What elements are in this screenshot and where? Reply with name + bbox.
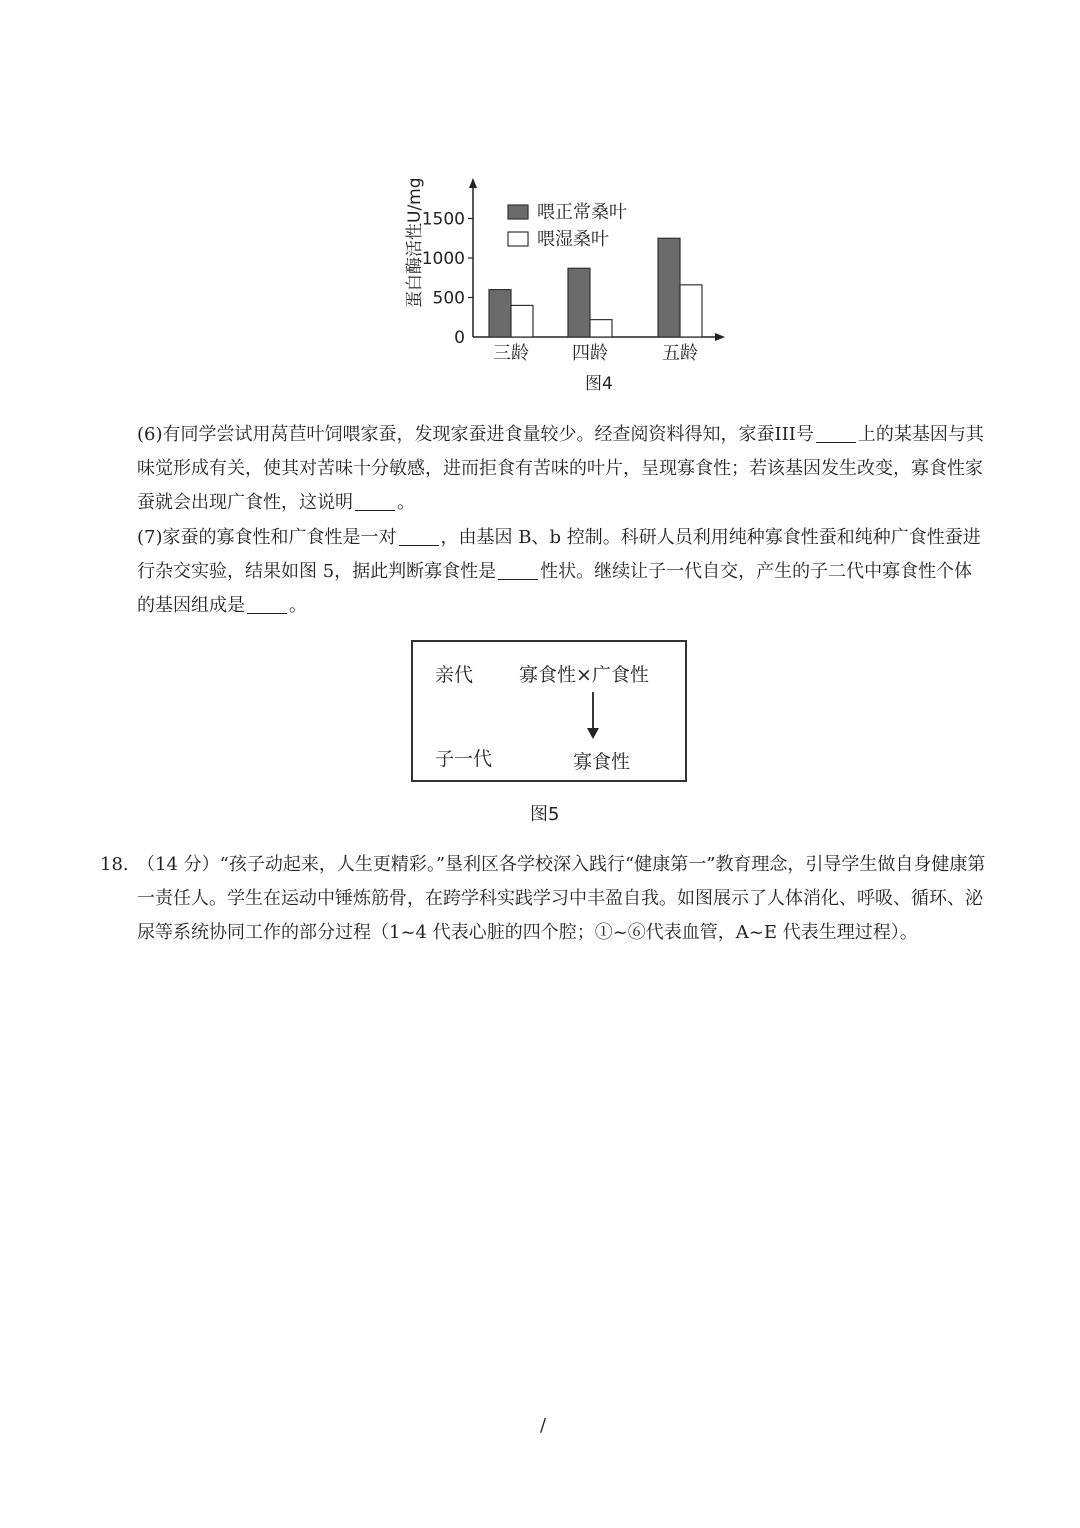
legend-swatch-wet xyxy=(508,232,528,246)
page-number: / xyxy=(540,1415,547,1436)
legend-label-normal: 喂正常桑叶 xyxy=(537,202,627,223)
q7-text-2: ，由基因 B、b 控制。科研人员利用纯种寡食性蚕和纯种广食性蚕进行杂交实验，结果如图 5，据此判断寡食性是 xyxy=(137,527,981,582)
chart-y-axis-label: 蛋白酶活性U/mg xyxy=(405,177,425,308)
q6-text-2: 上的某基因与其味觉形成有关，使其对苦味十分敏感，进而拒食有苦味的叶片，呈现寡食性；若该基因发生改变，寡食性家蚕就会出现广食性，这说明 xyxy=(137,424,984,513)
answer-blank[interactable] xyxy=(816,424,856,443)
bar-wet-0 xyxy=(511,305,533,337)
chart-y-ticks xyxy=(422,210,473,349)
answer-blank[interactable] xyxy=(355,492,395,511)
y-tick-label: 1500 xyxy=(421,209,465,230)
x-category-label: 三龄 xyxy=(493,343,529,364)
chart-legend xyxy=(508,202,627,250)
bar-normal-1 xyxy=(568,268,590,337)
bar-wet-2 xyxy=(680,285,702,337)
parent-cross-text: 寡食性×广食性 xyxy=(519,664,649,686)
x-category-label: 四龄 xyxy=(572,343,608,364)
q7-text-1: (7)家蚕的寡食性和广食性是一对 xyxy=(137,527,397,548)
question-18-number: 18. xyxy=(100,854,129,875)
q7-text-3: 性状。继续让子一代自交，产生的子二代中寡食性个体的基因组成是 xyxy=(137,561,973,616)
y-tick-label: 500 xyxy=(432,288,465,309)
figure4-bar-chart xyxy=(395,160,740,400)
answer-blank[interactable] xyxy=(498,561,538,580)
bar-normal-2 xyxy=(658,238,680,337)
chart-x-categories xyxy=(493,343,698,364)
chart-bars xyxy=(489,238,702,337)
question-7 xyxy=(137,521,987,623)
down-arrow-icon xyxy=(585,692,601,740)
bar-normal-0 xyxy=(489,290,511,337)
q6-text-3: 。 xyxy=(397,492,415,513)
q6-text-1: (6)有同学尝试用莴苣叶饲喂家蚕，发现家蚕进食量较少。经查阅资料得知，家蚕III号 xyxy=(137,424,814,445)
f1-generation-label: 子一代 xyxy=(435,748,493,770)
bar-wet-1 xyxy=(590,320,612,337)
y-tick-label: 0 xyxy=(454,328,465,348)
answer-blank[interactable] xyxy=(399,527,439,546)
legend-label-wet: 喂湿桑叶 xyxy=(537,229,609,250)
figure4-caption: 图4 xyxy=(585,374,613,394)
q7-text-4: 。 xyxy=(289,595,307,616)
y-tick-label: 1000 xyxy=(421,249,465,269)
question-18: （14 分）“孩子动起来，人生更精彩。”垦利区各学校深入践行“健康第一”教育理念，引导学生做自身健康第一责任人。学生在运动中锤炼筋骨，在跨学科实践学习中丰盈自我。如图展示了人体消化、呼吸、循环、泌尿等系统协同工作的部分过程（1~4 代表心脏的四个腔；①~⑥代表血管，A~E 代表生理过程）。 xyxy=(137,854,986,943)
x-category-label: 五龄 xyxy=(662,343,698,364)
y-axis-arrow xyxy=(469,178,477,188)
figure5-cross-diagram xyxy=(411,640,687,782)
parent-generation-label: 亲代 xyxy=(435,664,474,686)
question-6 xyxy=(137,418,987,520)
legend-swatch-normal xyxy=(508,205,528,219)
x-axis-arrow xyxy=(715,333,725,341)
figure5-caption: 图5 xyxy=(530,804,560,825)
f1-phenotype-text: 寡食性 xyxy=(573,751,631,773)
answer-blank[interactable] xyxy=(247,595,287,614)
